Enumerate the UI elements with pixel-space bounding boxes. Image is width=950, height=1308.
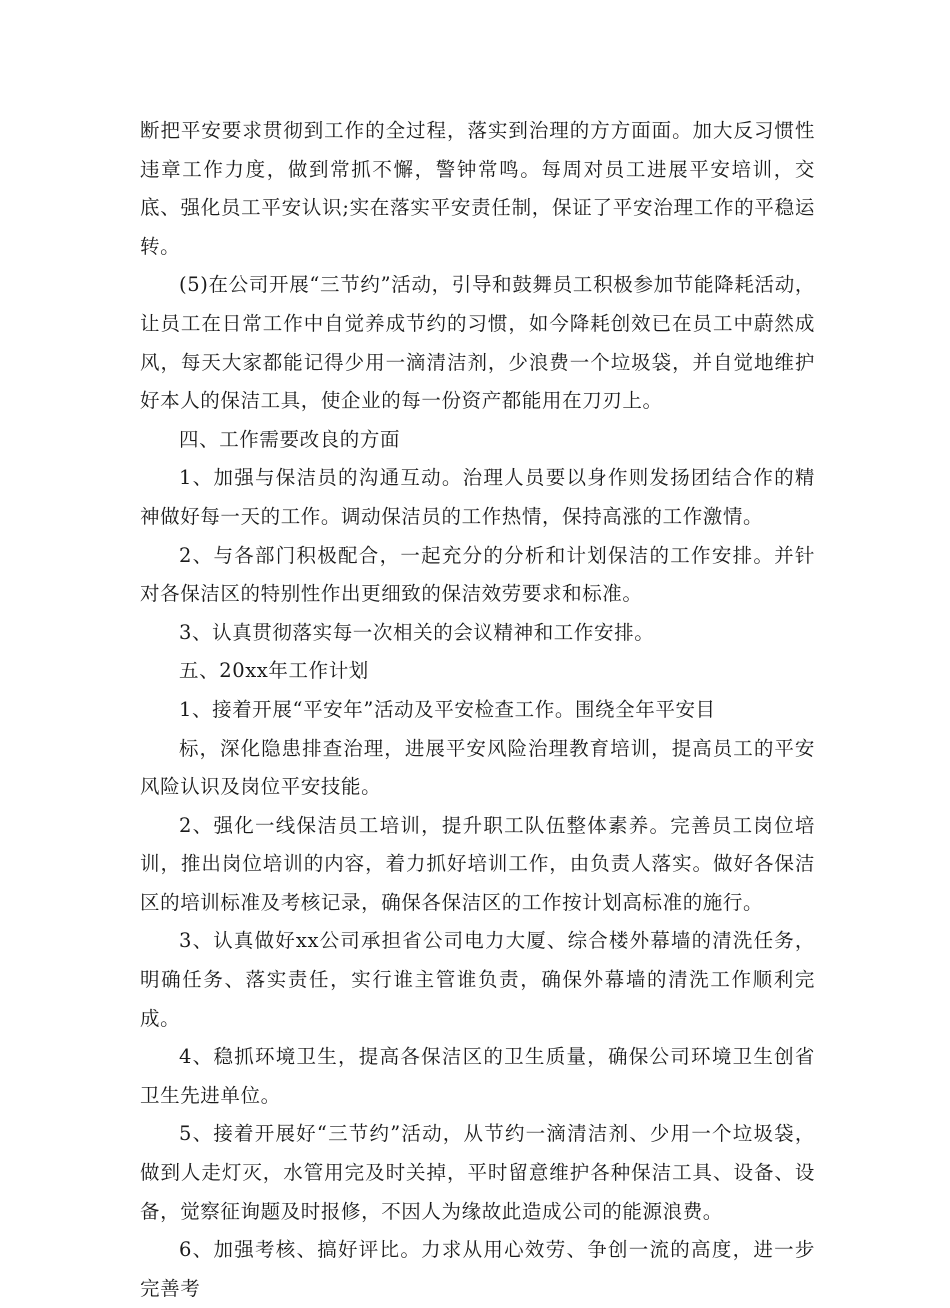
section-heading-4: 四、工作需要改良的方面 — [179, 427, 401, 451]
plan-item-5: 5、接着开展好“三节约”活动，从节约一滴清洁剂、少用一个垃圾袋，做到人走灯灭，水管用完及时关掉，平时留意维护各种保洁工具、设备、设备，觉察征询题及时报修，不因人为缘故此造成公司的能源浪费。 — [140, 1122, 815, 1223]
document-body — [140, 112, 815, 1308]
improvement-item-2: 2、与各部门积极配合，一起充分的分析和计划保洁的工作安排。并针对各保洁区的特别性作出更细致的保洁效劳要求和标准。 — [140, 543, 815, 606]
plan-item-4: 4、稳抓环境卫生，提高各保洁区的卫生质量，确保公司环境卫生创省卫生先进单位。 — [140, 1045, 815, 1107]
section-heading-5: 五、20xx年工作计划 — [179, 659, 369, 683]
plan-item-6: 6、加强考核、搞好评比。力求从用心效劳、争创一流的高度，进一步完善考 — [140, 1238, 815, 1300]
paragraph-continuation: 断把平安要求贯彻到工作的全过程，落实到治理的方方面面。加大反习惯性违章工作力度，做到常抓不懈，警钟常鸣。每周对员工进展平安培训，交底、强化员工平安认识;实在落实平安责任制，保证了平安治理工作的平稳运转。 — [140, 119, 815, 258]
improvement-item-1: 1、加强与保洁员的沟通互动。治理人员要以身作则发扬团结合作的精神做好每一天的工作。调动保洁员的工作热情，保持高涨的工作激情。 — [140, 466, 815, 528]
plan-item-1: 1、接着开展“平安年”活动及平安检查工作。围绕全年平安目 — [179, 697, 716, 721]
plan-item-1-continued: 标，深化隐患排查治理，进展平安风险治理教育培训，提高员工的平安风险认识及岗位平安技能。 — [140, 736, 815, 799]
improvement-item-3: 3、认真贯彻落实每一次相关的会议精神和工作安排。 — [179, 620, 655, 644]
plan-item-3: 3、认真做好xx公司承担省公司电力大厦、综合楼外幕墙的清洗任务，明确任务、落实责任，实行谁主管谁负责，确保外幕墙的清洗工作顺利完成。 — [140, 929, 815, 1030]
plan-item-2: 2、强化一线保洁员工培训，提升职工队伍整体素养。完善员工岗位培训，推出岗位培训的内容，着力抓好培训工作，由负责人落实。做好各保洁区的培训标准及考核记录，确保各保洁区的工作按计划高标准的施行。 — [140, 813, 815, 914]
paragraph-item-5: (5)在公司开展“三节约”活动，引导和鼓舞员工积极参加节能降耗活动，让员工在日常工作中自觉养成节约的习惯，如今降耗创效已在员工中蔚然成风，每天大家都能记得少用一滴清洁剂，少浪费一个垃圾袋，并自觉地维护好本人的保洁工具，使企业的每一份资产都能用在刀刃上。 — [140, 273, 815, 413]
